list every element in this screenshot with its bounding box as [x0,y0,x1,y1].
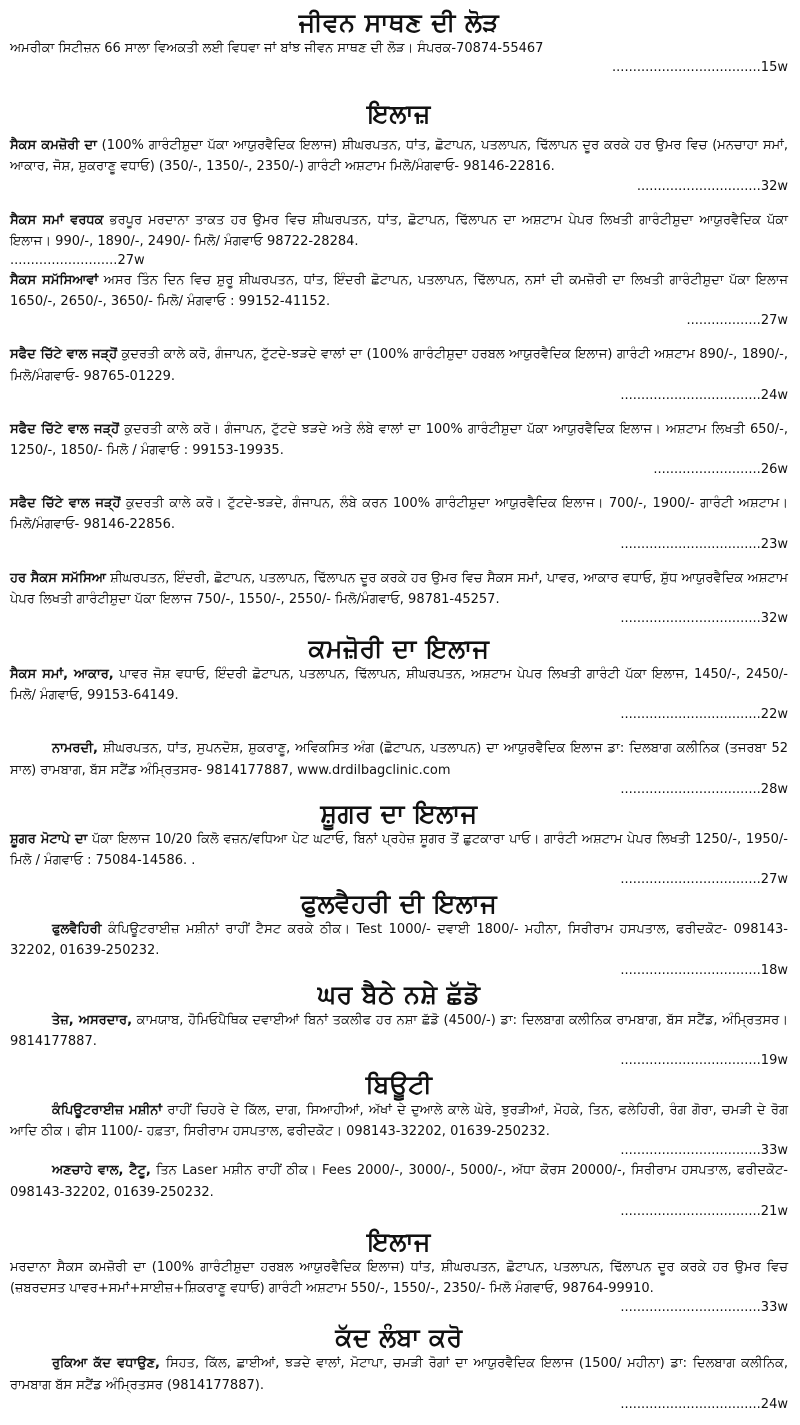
ad-lead: ਸੈਕਸ ਸਮਾਂ, ਆਕਾਰ, [10,667,114,683]
ad-code: ..................................33w [620,1143,788,1159]
classified-ad [10,738,788,780]
ad-lead: ਤੇਜ਼, ਅਸਰਦਾਰ, [52,1012,133,1028]
ad-lead: ਸੈਕਸ ਸਮੱਸਿਆਵਾਂ [10,273,99,289]
ad-code: ..................................27w [620,872,788,888]
classified-ad [10,38,788,59]
classified-ad [10,210,788,252]
ad-text: ਤਿਨ Laser ਮਸ਼ੀਨ ਰਾਹੀਂ ਠੀਕ। Fees 2000/-, 3000/-, 5000/-, ਅੱਧਾ ਕੋਰਸ 20000/-, ਸਿਰੀਰਾਮ ਹਸਪਤਾਲ, ਫਰੀਦਕੋਟ- 098143-32202, 01639-250232. [10,1163,788,1200]
classified-ad [10,1010,788,1052]
ad-text: ਸਿਹਤ, ਕਿੱਲ, ਛਾਈਆਂ, ਝੜਦੇ ਵਾਲਾਂ, ਮੋਟਾਪਾ, ਚਮੜੀ ਰੋਗਾਂ ਦਾ ਆਯੁਰਵੈਦਿਕ ਇਲਾਜ (1500/ ਮਹੀਨਾ) ਡਾ: ਦਿਲਬਾਗ ਕਲੀਨਿਕ, ਰਾਮਬਾਗ ਬੱਸ ਸਟੈਂਡ ਅੰਮ੍ਰਿਤਸਰ (9814177887). [10,1356,788,1393]
section-heading-treatment-2: ਇਲਾਜ [367,1226,431,1256]
classified-ad [10,493,788,535]
classified-ad [10,344,788,386]
section-heading-quit-addiction: ਘਰ ਬੈਠੇ ਨਸ਼ੇ ਛੱਡੋ [317,979,481,1009]
ad-lead: ਹਰ ਸੈਕਸ ਸਮੱਸਿਆ [10,570,106,586]
ad-code: ..................................23w [620,536,788,552]
ad-code: ..................27w [686,313,788,329]
ad-text: ਕੁਦਰਤੀ ਕਾਲੇ ਕਰੋ। ਟੁੱਟਦੇ-ਝੜਦੇ, ਗੰਜਾਪਨ, ਲੰਬੇ ਕਰਨ 100% ਗਾਰੰਟੀਸ਼ੁਦਾ ਆਯੁਰਵੈਦਿਕ ਇਲਾਜ। 700/-, 1900/- ਗਾਰੰਟੀ ਅਸ਼ਟਾਮ। ਮਿਲੋ/ਮੰਗਵਾਓ- 98146-22856. [10,496,788,533]
ad-text: ਕਾਮਯਾਬ, ਹੋਮਿਓਪੈਥਿਕ ਦਵਾਈਆਂ ਬਿਨਾਂ ਤਕਲੀਫ ਹਰ ਨਸ਼ਾ ਛੱਡੋ (4500/-) ਡਾ: ਦਿਲਬਾਗ ਕਲੀਨਿਕ ਰਾਮਬਾਗ, ਬੱਸ ਸਟੈਂਡ, ਅੰਮ੍ਰਿਤਸਰ। 9814177887. [10,1012,788,1049]
ad-lead: ਰੁਕਿਆ ਕੱਦ ਵਧਾਉਣ, [52,1356,160,1372]
ad-lead: ਸੈਕਸ ਸਮਾਂ ਵਰਧਕ [10,212,104,228]
ad-text: ਮਰਦਾਨਾ ਸੈਕਸ ਕਮਜ਼ੋਰੀ ਦਾ (100% ਗਾਰੰਟੀਸ਼ੁਦਾ ਹਰਬਲ ਆਯੁਰਵੈਦਿਕ ਇਲਾਜ) ਧਾਂਤ, ਸ਼ੀਘਰਪਤਨ, ਛੋਟਾਪਨ, ਪਤਲਾਪਨ, ਢਿੱਲਾਪਨ ਦੂਰ ਕਰਕੇ ਹਰ ਉਮਰ ਵਿਚ (ਜ਼ਬਰਦਸਤ ਪਾਵਰ+ਸਮਾਂ+ਸਾਈਜ਼+ਸ਼ਿਕਰਾਣੂ ਵਧਾਓ) ਗਾਰੰਟੀ ਅਸ਼ਟਾਮ 550/-, 1550/-, 2350/- ਮਿਲੋ ਮੰਗਵਾਓ, 98764-99910. [10,1259,788,1297]
classified-ad [10,1100,788,1142]
section-heading-treatment: ਇਲਾਜ਼ [367,99,431,129]
ad-text: ਪੱਕਾ ਇਲਾਜ 10/20 ਕਿਲੋ ਵਜ਼ਨ/ਵਧਿਆ ਪੇਟ ਘਟਾਓ, ਬਿਨਾਂ ਪ੍ਰਹੇਜ਼ ਸ਼ੂਗਰ ਤੋਂ ਛੁਟਕਾਰਾ ਪਾਓ। ਗਾਰੰਟੀ ਅਸ਼ਟਾਮ ਪੇਪਰ ਲਿਖਤੀ 1250/-, 1950/- ਮਿਲੋ / ਮੰਗਵਾਓ : 75084-14586. . [10,831,788,869]
section-heading-sugar-treatment: ਸ਼ੂਗਰ ਦਾ ਇਲਾਜ [320,798,478,828]
ad-code: ..................................24w [620,387,788,403]
ad-lead: ਨਾਮਰਦੀ, [52,741,98,757]
section-heading-leucoderma-treatment: ਫੁਲਵੈਹਰੀ ਦੀ ਇਲਾਜ [300,889,498,919]
classified-ad [10,829,788,871]
ad-code: ..........................26w [653,462,788,478]
ad-code: ..................................19w [620,1053,788,1069]
ad-code: ..................................21w [620,1203,788,1219]
ad-code: ..........................27w [10,253,145,269]
ad-lead: ਸਫੈਦ ਚਿੱਟੇ ਵਾਲ ਜੜ੍ਹੋਂ [10,421,120,437]
ad-text: ਪਾਵਰ ਜੋਸ਼ ਵਧਾਓ, ਇੰਦਰੀ ਛੋਟਾਪਨ, ਪਤਲਾਪਨ, ਢਿੱਲਾਪਨ, ਸ਼ੀਘਰਪਤਨ, ਅਸ਼ਟਾਮ ਪੇਪਰ ਲਿਖਤੀ ਗਾਰੰਟੀ ਪੱਕਾ ਇਲਾਜ, 1450/-, 2450/- ਮਿਲੋ/ ਮੰਗਵਾਓ, 99153-64149. [10,667,788,704]
section-heading-increase-height: ਕੱਦ ਲੰਬਾ ਕਰੋ [335,1323,463,1353]
classified-ad [10,1257,788,1299]
classified-ad [10,270,788,312]
ad-code: ..................................22w [620,707,788,723]
ad-code: ....................................15w [612,60,788,76]
ad-code: ..................................33w [620,1300,788,1316]
classified-ad [10,1160,788,1202]
ad-lead: ਸੈਕਸ ਕਮਜ਼ੋਰੀ ਦਾ [10,138,97,154]
ad-code: ..............................32w [636,178,788,194]
classified-ad [10,664,788,706]
ad-lead: ਫੁਲਵੈਹਿਰੀ [52,922,102,938]
section-heading-weakness-treatment: ਕਮਜ਼ੋਰੀ ਦਾ ਇਲਾਜ [308,634,490,664]
classified-ad [10,419,788,461]
ad-lead: ਕੰਪਿਊਟਰਾਈਜ਼ ਮਸ਼ੀਨਾਂ [52,1103,163,1119]
section-heading-life-partner: ਜੀਵਨ ਸਾਥਣ ਦੀ ਲੋੜ [298,8,500,37]
ad-text: ਕੰਪਿਊਟਰਾਈਜ਼ ਮਸ਼ੀਨਾਂ ਰਾਹੀਂ ਟੈਸਟ ਕਰਕੇ ਠੀਕ। Test 1000/- ਦਵਾਈ 1800/- ਮਹੀਨਾ, ਸਿਰੀਰਾਮ ਹਸਪਤਾਲ, ਫਰੀਦਕੋਟ- 098143-32202, 01639-250232. [10,922,788,959]
ad-code: ..................................24w [620,1396,788,1412]
ad-text: ਸ਼ੀਘਰਪਤਨ, ਇੰਦਰੀ, ਛੋਟਾਪਨ, ਪਤਲਾਪਨ, ਢਿੱਲਾਪਨ ਦੂਰ ਕਰਕੇ ਹਰ ਉਮਰ ਵਿਚ ਸੈਕਸ ਸਮਾਂ, ਪਾਵਰ, ਆਕਾਰ ਵਧਾਓ, ਸ਼ੁੱਧ ਆਯੁਰਵੈਦਿਕ ਅਸ਼ਟਾਮ ਪੇਪਰ ਲਿਖਤੀ ਗਾਰੰਟੀਸ਼ੁਦਾ ਪੱਕਾ ਇਲਾਜ 750/-, 1550/-, 2550/- ਮਿਲੋ/ਮੰਗਵਾਓ, 98781-45257. [10,570,788,607]
ad-lead: ਸਫੈਦ ਚਿੱਟੇ ਵਾਲ ਜੜ੍ਹੋਂ [10,496,121,512]
classified-ad [10,1353,788,1395]
section-heading-beauty: ਬਿਊਟੀ [365,1070,433,1100]
ad-text: ਅਸਰ ਤਿੰਨ ਦਿਨ ਵਿਚ ਸ਼ੁਰੂ ਸ਼ੀਘਰਪਤਨ, ਧਾਂਤ, ਇੰਦਰੀ ਛੋਟਾਪਨ, ਪਤਲਾਪਨ, ਢਿੱਲਾਪਨ, ਨਸਾਂ ਦੀ ਕਮਜ਼ੋਰੀ ਦਾ ਲਿਖਤੀ ਗਾਰੰਟੀਸ਼ੁਦਾ ਪੱਕਾ ਇਲਾਜ 1650/-, 2650/-, 3650/- ਮਿਲੋ/ ਮੰਗਵਾਓ : 99152-41152. [10,273,788,310]
ad-text: (100% ਗਾਰੰਟੀਸ਼ੁਦਾ ਪੱਕਾ ਆਯੁਰਵੈਦਿਕ ਇਲਾਜ) ਸ਼ੀਘਰਪਤਨ, ਧਾਂਤ, ਛੋਟਾਪਨ, ਪਤਲਾਪਨ, ਢਿੱਲਾਪਨ ਦੂਰ ਕਰਕੇ ਹਰ ਉਮਰ ਵਿਚ (ਮਨਚਾਹਾ ਸਮਾਂ, ਆਕਾਰ, ਜੋਸ਼, ਸ਼ੁਕਰਾਣੂ ਵਧਾਓ) (350/-, 1350/-, 2350/-) ਗਾਰੰਟੀ ਅਸ਼ਟਾਮ ਮਿਲੋ/ਮੰਗਵਾਓ- 98146-22816. [10,138,788,175]
classified-ad [10,919,788,961]
ad-code: ..................................28w [620,781,788,797]
ad-text: ਸ਼ੀਘਰਪਤਨ, ਧਾਂਤ, ਸੁਪਨਦੋਸ਼, ਸ਼ੁਕਰਾਣੂ, ਅਵਿਕਸਿਤ ਅੰਗ (ਛੋਟਾਪਨ, ਪਤਲਾਪਨ) ਦਾ ਆਯੁਰਵੈਦਿਕ ਇਲਾਜ ਡਾ: ਦਿਲਬਾਗ ਕਲੀਨਿਕ (ਤਜਰਬਾ 52 ਸਾਲ) ਰਾਮਬਾਗ, ਬੱਸ ਸਟੈਂਡ ਅੰਮ੍ਰਿਤਸਰ- 9814177887, www.drdilbagclinic.com [10,741,788,778]
classified-ad [10,135,788,177]
ad-text: ਭਰਪੂਰ ਮਰਦਾਨਾ ਤਾਕਤ ਹਰ ਉਮਰ ਵਿਚ ਸ਼ੀਘਰਪਤਨ, ਧਾਂਤ, ਛੋਟਾਪਨ, ਢਿੱਲਾਪਨ ਦਾ ਅਸ਼ਟਾਮ ਪੇਪਰ ਲਿਖਤੀ ਗਾਰੰਟੀਸ਼ੁਦਾ ਆਯੁਰਵੈਦਿਕ ਪੱਕਾ ਇਲਾਜ। 990/-, 1890/-, 2490/- ਮਿਲੋ/ ਮੰਗਵਾਓ 98722-28284. [10,212,788,249]
ad-lead: ਅਣਚਾਹੇ ਵਾਲ, ਟੈਟੂ, [52,1163,151,1179]
ad-lead: ਸ਼ੂਗਰ ਮੋਟਾਪੇ ਦਾ [10,831,88,847]
ad-text: ਕੁਦਰਤੀ ਕਾਲੇ ਕਰੋ, ਗੰਜਾਪਨ, ਟੁੱਟਦੇ-ਝੜਦੇ ਵਾਲਾਂ ਦਾ (100% ਗਾਰੰਟੀਸ਼ੁਦਾ ਹਰਬਲ ਆਯੁਰਵੈਦਿਕ ਇਲਾਜ) ਗਾਰੰਟੀ ਅਸ਼ਟਾਮ 890/-, 1890/-, ਮਿਲੋ/ਮੰਗਵਾਓ- 98765-01229. [10,347,788,384]
ad-lead: ਸਫੈਦ ਚਿੱਟੇ ਵਾਲ ਜੜ੍ਹੋਂ [10,347,118,363]
ad-text: ਕੁਦਰਤੀ ਕਾਲੇ ਕਰੋ। ਗੰਜਾਪਨ, ਟੁੱਟਦੇ ਝੜਦੇ ਅਤੇ ਲੰਬੇ ਵਾਲਾਂ ਦਾ 100% ਗਾਰੰਟੀਸ਼ੁਦਾ ਪੱਕਾ ਆਯੁਰਵੈਦਿਕ ਇਲਾਜ। ਅਸ਼ਟਾਮ ਲਿਖਤੀ 650/-, 1250/-, 1850/- ਮਿਲੋ / ਮੰਗਵਾਓ : 99153-19935. [10,421,789,459]
classified-ad [10,568,788,610]
ad-code: ..................................18w [620,962,788,978]
ad-code: ..................................32w [620,611,788,627]
ad-text: ਰਾਹੀਂ ਚਿਹਰੇ ਦੇ ਕਿੱਲ, ਦਾਗ, ਸਿਆਹੀਆਂ, ਅੱਖਾਂ ਦੇ ਦੁਆਲੇ ਕਾਲੇ ਘੇਰੇ, ਝੁਰੜੀਆਂ, ਮੋਹਕੇ, ਤਿਨ, ਫਲੇਹਿਰੀ, ਰੰਗ ਗੋਰਾ, ਚਮੜੀ ਦੇ ਰੋਗ ਆਦਿ ਠੀਕ। ਫੀਸ 1100/- ਹਫ਼ਤਾ, ਸਿਰੀਰਾਮ ਹਸਪਤਾਲ, ਫਰੀਦਕੋਟ। 098143-32202, 01639-250232. [10,1103,788,1140]
ad-text: ਅਮਰੀਕਾ ਸਿਟੀਜ਼ਨ 66 ਸਾਲਾ ਵਿਅਕਤੀ ਲਈ ਵਿਧਵਾ ਜਾਂ ਬਾਂਝ ਜੀਵਨ ਸਾਥਣ ਦੀ ਲੋੜ। ਸੰਪਰਕ-70874-55467 [10,41,544,56]
